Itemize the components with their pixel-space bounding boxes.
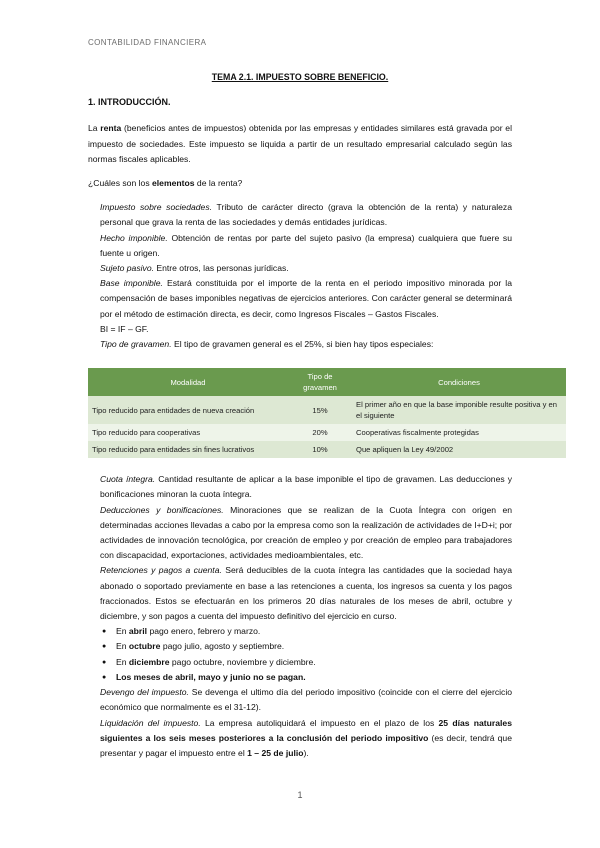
def-deducciones: Deducciones y bonificaciones. Minoraciones que se realizan de la Cuota Íntegra con origen en determinadas acciones llevadas a cabo por la empresa como son la realización de actividades de I+D+i; por actividades de innovación tecnológica, por creación de empleo y por creación de empleo para trabajadores con discapacidad, exportaciones, actividades medioambientales, etc. xyxy=(100,504,513,561)
table-row xyxy=(88,441,566,458)
definitions-block-3 xyxy=(88,685,512,761)
def-devengo: Devengo del impuesto. Se devenga el ultimo día del periodo impositivo (coincide con el cierre del ejercicio económico que normalmente es el 31-12). xyxy=(100,687,513,713)
formula-bi: BI = IF – GF. xyxy=(100,323,149,334)
table-cell: Tipo reducido para cooperativas xyxy=(88,424,288,441)
table-header: Condiciones xyxy=(352,368,566,396)
table-cell: Cooperativas fiscalmente protegidas xyxy=(352,424,566,441)
def-hecho-imponible: Hecho imponible. Obtención de rentas por parte del sujeto pasivo (la empresa) cualquiera que fuere su fuente u origen. xyxy=(100,232,513,258)
elements-question: ¿Cuáles son los elementos de la renta? xyxy=(88,178,243,189)
def-tipo-gravamen: Tipo de gravamen. El tipo de gravamen general es el 25%, si bien hay tipos especiales: xyxy=(100,339,434,350)
running-header: CONTABILIDAD FINANCIERA xyxy=(88,38,207,47)
list-item: ● Los meses de abril, mayo y junio no se pagan. xyxy=(100,670,512,685)
definitions-block xyxy=(88,200,512,352)
table-cell: El primer año en que la base imponible resulte positiva y en el siguiente xyxy=(352,396,566,424)
table-header: Modalidad xyxy=(88,368,288,396)
page-number: 1 xyxy=(297,790,303,800)
def-base-imponible: Base imponible. Estará constituida por el importe de la renta en el periodo impositivo minorada por la compensación de bases imponibles negativas de ejercicios anteriores. Con carácter general se determinará por el método de estimación directa, es decir, como Ingresos Fiscales – Gastos Fiscales. xyxy=(100,278,512,319)
list-item: ● En octubre pago julio, agosto y septiembre. xyxy=(100,639,512,654)
table-cell: Que apliquen la Ley 49/2002 xyxy=(352,441,566,458)
def-liquidacion: Liquidación del impuesto. La empresa autoliquidará el impuesto en el plazo de los 25 días naturales siguientes a los seis meses posteriores a la conclusión del periodo impositivo (es decir, tendrá que presentar y pagar el impuesto entre el 1 – 25 de julio). xyxy=(100,717,512,758)
list-item: ● En diciembre pago octubre, noviembre y diciembre. xyxy=(100,655,512,670)
tax-rate-table xyxy=(88,368,566,458)
table-cell: 15% xyxy=(288,396,352,424)
def-retenciones: Retenciones y pagos a cuenta. Será deducibles de la cuota íntegra las cantidades que la sociedad haya abonado o soportado previamente en base a las retenciones a cuenta, los ingresos sa cuenta y los pagos fraccionados. Estos se efectuarán en los primeros 20 días naturales de los meses de abril, octubre y diciembre, y son pagos a cuenta del impuesto definitivo del ejercicio en curso. xyxy=(100,565,512,622)
def-sujeto-pasivo: Sujeto pasivo. Entre otros, las personas jurídicas. xyxy=(100,263,289,274)
definitions-block-2 xyxy=(88,472,512,624)
page-body xyxy=(88,70,557,761)
table-cell: 20% xyxy=(288,424,352,441)
def-cuota-integra: Cuota íntegra. Cantidad resultante de aplicar a la base imponible el tipo de gravamen. Las deducciones y bonificaciones minoran la cuota íntegra. xyxy=(100,474,512,500)
table-header: Tipo de gravamen xyxy=(288,368,352,396)
page-title: TEMA 2.1. IMPUESTO SOBRE BENEFICIO. xyxy=(211,72,389,82)
table-cell: Tipo reducido para entidades de nueva creación xyxy=(88,396,288,424)
list-item: ● En abril pago enero, febrero y marzo. xyxy=(100,624,512,639)
intro-paragraph: La renta (beneficios antes de impuestos) obtenida por las empresas y entidades similares está gravada por el impuesto de sociedades. Este impuesto se liquida a partir de un resultado empresarial calculado según las normas fiscales aplicables. xyxy=(88,123,512,164)
table-row xyxy=(88,424,566,441)
table-row xyxy=(88,396,566,424)
table-cell: Tipo reducido para entidades sin fines lucrativos xyxy=(88,441,288,458)
def-impuesto: Impuesto sobre sociedades. Tributo de carácter directo (grava la obtención de la renta) y naturaleza personal que grava la renta de las sociedades y demás entidades jurídicas. xyxy=(100,202,512,228)
section-heading: 1. INTRODUCCIÓN. xyxy=(88,97,171,108)
payment-schedule-list xyxy=(88,624,512,685)
table-cell: 10% xyxy=(288,441,352,458)
